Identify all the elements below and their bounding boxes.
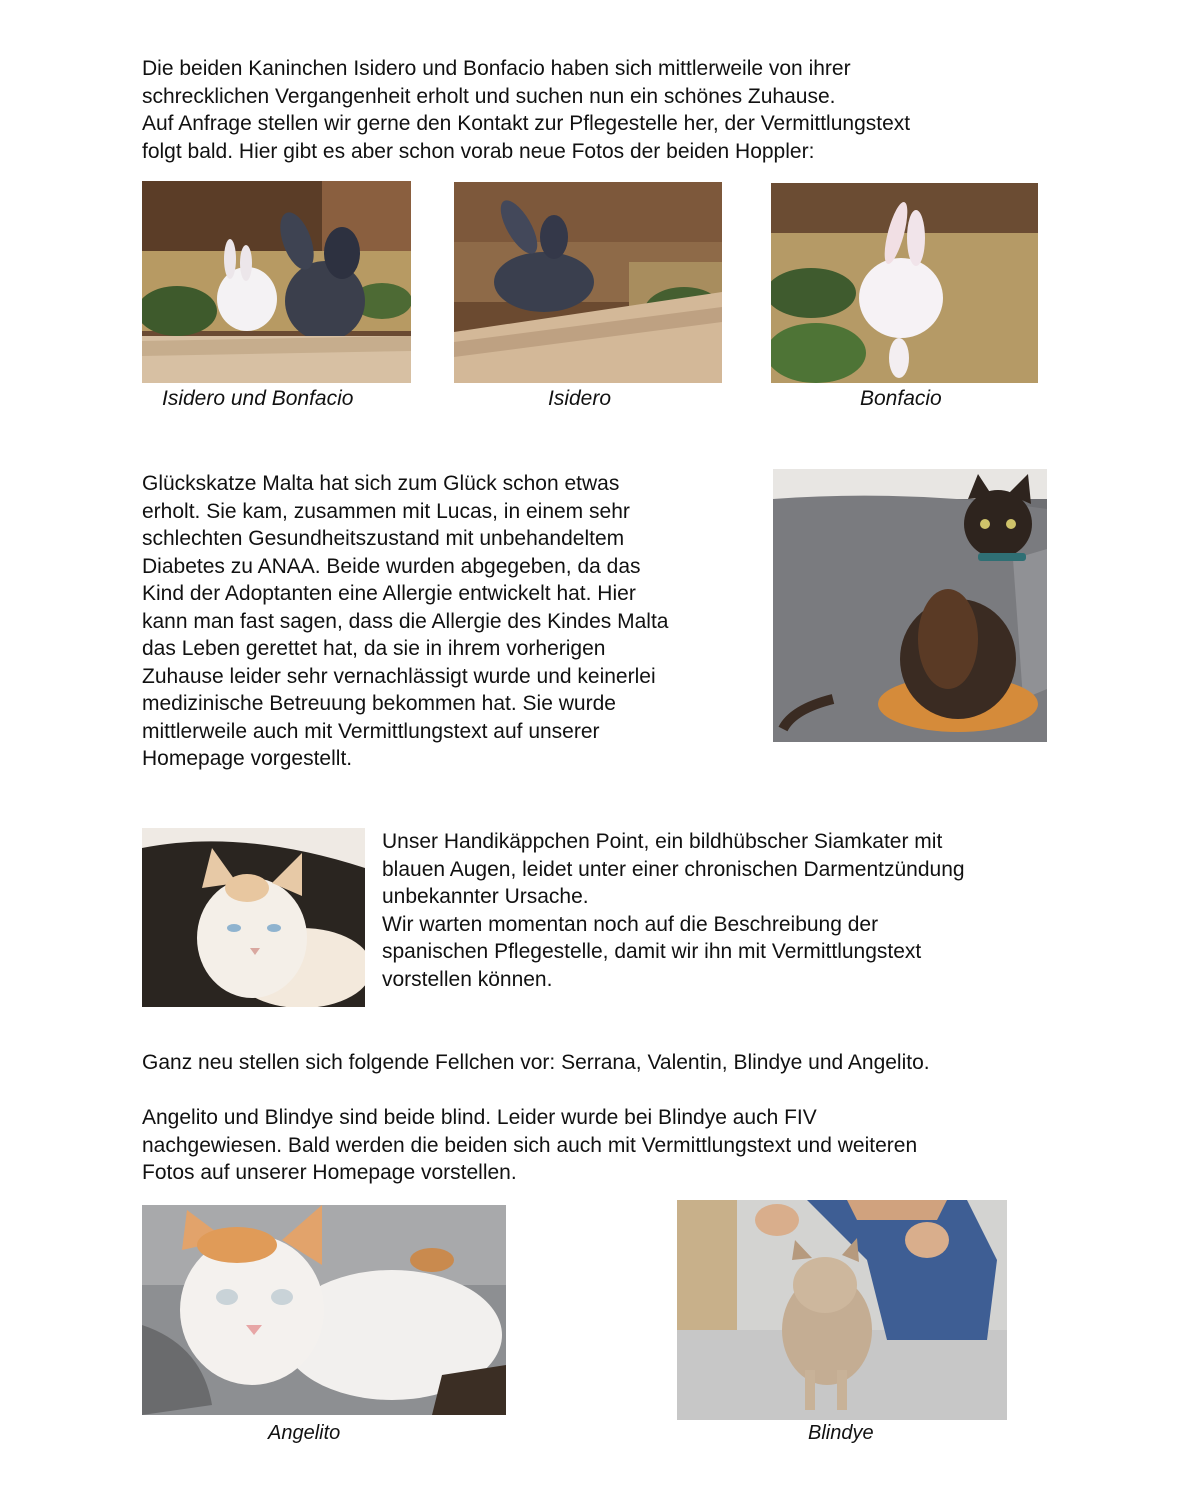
- intro-paragraph: [142, 55, 1062, 165]
- malta-line: medizinische Betreuung bekommen hat. Sie wurde: [142, 692, 616, 715]
- malta-line: das Leben gerettet hat, da sie in ihrem vorherigen: [142, 637, 606, 660]
- intro-line: schrecklichen Vergangenheit erholt und suchen nun ein schönes Zuhause.: [142, 84, 836, 108]
- malta-line: kann man fast sagen, dass die Allergie des Kindes Malta: [142, 609, 669, 633]
- malta-line: Glückskatze Malta hat sich zum Glück schon etwas: [142, 472, 620, 495]
- point-paragraph: [382, 828, 1072, 993]
- angelito-photo: [142, 1205, 506, 1415]
- blindye-caption: Blindye: [808, 1422, 874, 1444]
- intro-line: Die beiden Kaninchen Isidero und Bonfacio haben sich mittlerweile von ihrer: [142, 57, 851, 80]
- malta-line: Kind der Adoptanten eine Allergie entwickelt hat. Hier: [142, 582, 636, 605]
- blind-line: Fotos auf unserer Homepage vorstellen.: [142, 1161, 517, 1184]
- malta-paragraph: [142, 470, 762, 773]
- blindye-photo: [677, 1200, 1007, 1420]
- intro-line: folgt bald. Hier gibt es aber schon vorab neue Fotos der beiden Hoppler:: [142, 139, 815, 163]
- malta-line: schlechten Gesundheitszustand mit unbehandeltem: [142, 527, 625, 550]
- new-cats-intro: Ganz neu stellen sich folgende Fellchen vor: Serrana, Valentin, Blindye und Angelito.: [142, 1051, 930, 1074]
- intro-line: Auf Anfrage stellen wir gerne den Kontakt zur Pflegestelle her, der Vermittlungstext: [142, 112, 911, 135]
- point-line: vorstellen können.: [382, 967, 553, 991]
- malta-line: Homepage vorgestellt.: [142, 747, 353, 770]
- rabbits-pair-photo: [142, 181, 411, 383]
- point-line: spanischen Pflegestelle, damit wir ihn mit Vermittlungstext: [382, 940, 922, 963]
- isidero-caption: Isidero: [548, 387, 612, 410]
- point-line: Wir warten momentan noch auf die Beschreibung der: [382, 912, 879, 936]
- blind-cats-paragraph: [142, 1104, 1082, 1187]
- isidero-photo: [454, 182, 722, 383]
- malta-line: mittlerweile auch mit Vermittlungstext auf unserer: [142, 719, 600, 743]
- malta-line: Zuhause leider sehr vernachlässigt wurde und keinerlei: [142, 664, 656, 688]
- bonfacio-caption: Bonfacio: [860, 387, 942, 410]
- blind-line: nachgewiesen. Bald werden die beiden sich auch mit Vermittlungstext und weiteren: [142, 1133, 918, 1157]
- malta-photo: [773, 469, 1047, 742]
- point-line: Unser Handikäppchen Point, ein bildhübscher Siamkater mit: [382, 830, 943, 853]
- point-line: blauen Augen, leidet unter einer chronischen Darmentzündung: [382, 857, 965, 881]
- malta-line: Diabetes zu ANAA. Beide wurden abgegeben, da das: [142, 554, 641, 578]
- angelito-caption: Angelito: [268, 1422, 341, 1444]
- point-line: unbekannter Ursache.: [382, 885, 589, 908]
- malta-line: erholt. Sie kam, zusammen mit Lucas, in einem sehr: [142, 499, 630, 523]
- rabbits-pair-caption: Isidero und Bonfacio: [162, 387, 354, 410]
- bonfacio-photo: [771, 183, 1038, 383]
- blind-line: Angelito und Blindye sind beide blind. Leider wurde bei Blindye auch FIV: [142, 1106, 817, 1129]
- point-photo: [142, 828, 365, 1007]
